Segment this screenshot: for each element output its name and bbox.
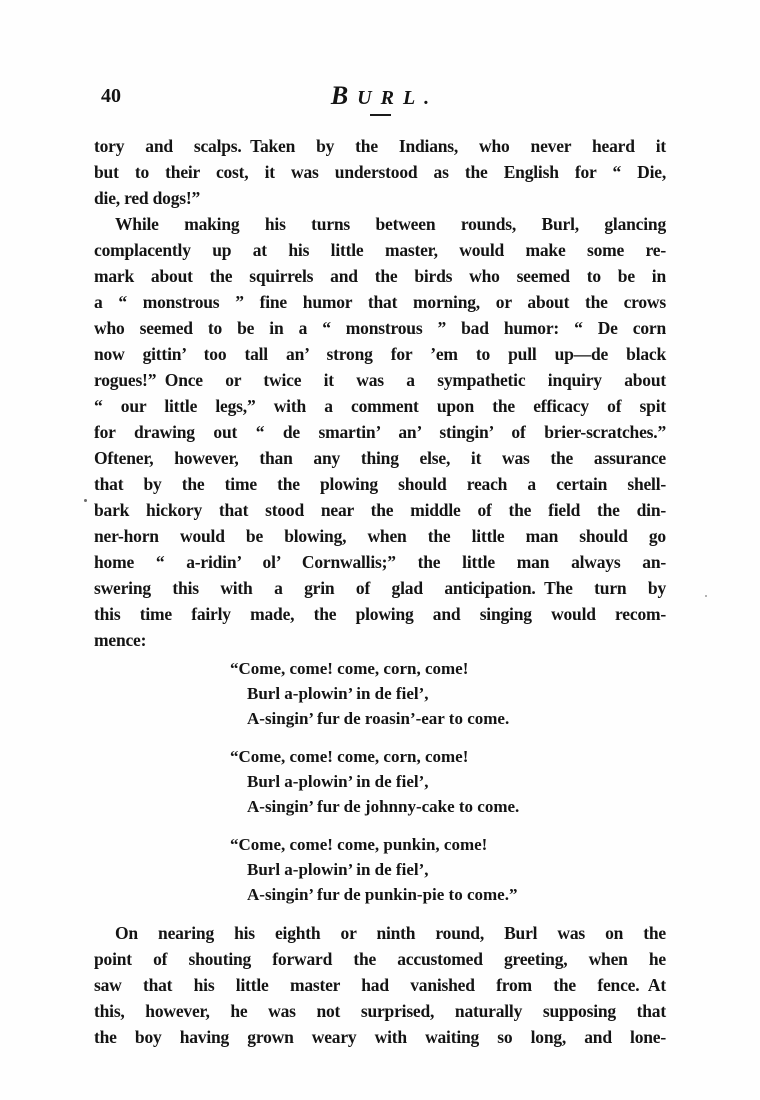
stanza	[230, 744, 666, 819]
text-line: A-singin’ fur de punkin-pie to come.”	[247, 885, 518, 904]
text-line: who seemed to be in a “ monstrous ” bad humor: “ De corn	[94, 318, 666, 338]
text-line: a “ monstrous ” fine humor that morning, or about the crows	[94, 292, 666, 312]
text-line: Burl a-plowin’ in de fiel’,	[247, 860, 429, 879]
text-line: swering this with a grin of glad anticipation. The turn by	[94, 578, 666, 598]
text-line: this time fairly made, the plowing and singing would recom-	[94, 604, 666, 624]
text-line: for drawing out “ de smartin’ an’ stingin’ of brier-scratches.”	[94, 422, 666, 442]
text-line: mence:	[94, 630, 147, 650]
text-line: but to their cost, it was understood as the English for “ Die,	[94, 162, 666, 182]
text-line: point of shouting forward the accustomed greeting, when he	[94, 949, 666, 969]
text-line: A-singin’ fur de johnny-cake to come.	[247, 797, 520, 816]
text-line: die, red dogs!”	[94, 188, 201, 208]
text-line: “Come, come! come, corn, come!	[230, 659, 469, 678]
page-content	[94, 81, 666, 1050]
text-line: Oftener, however, than any thing else, it was the assurance	[94, 448, 666, 468]
page-header	[94, 81, 666, 116]
text-line: that by the time the plowing should reach a certain shell-	[94, 474, 666, 494]
header-rule	[370, 114, 391, 116]
text-line: Burl a-plowin’ in de fiel’,	[247, 772, 429, 791]
text-line: tory and scalps. Taken by the Indians, who never heard it	[94, 136, 666, 156]
text-line: rogues!” Once or twice it was a sympathetic inquiry about	[94, 370, 666, 390]
running-title: BURL.	[330, 81, 439, 110]
text-line: “Come, come! come, corn, come!	[230, 747, 469, 766]
stanza	[230, 656, 666, 731]
text-line: ner-horn would be blowing, when the little man should go	[94, 526, 666, 546]
text-line: Burl a-plowin’ in de fiel’,	[247, 684, 429, 703]
text-line: “Come, come! come, punkin, come!	[230, 835, 488, 854]
stanza	[230, 832, 666, 907]
text-line: the boy having grown weary with waiting so long, and lone-	[94, 1027, 666, 1047]
text-line: mark about the squirrels and the birds who seemed to be in	[94, 266, 666, 286]
body-paragraph	[94, 133, 666, 211]
body-paragraph	[94, 920, 666, 1050]
verse-section	[230, 656, 666, 907]
page-number: 40	[101, 85, 121, 107]
text-line: this, however, he was not surprised, naturally supposing that	[94, 1001, 666, 1021]
body-paragraph	[94, 211, 666, 653]
text-line: While making his turns between rounds, Burl, glancing	[115, 214, 666, 234]
text-line: “ our little legs,” with a comment upon the efficacy of spit	[94, 396, 666, 416]
text-line: complacently up at his little master, would make some re-	[94, 240, 666, 260]
text-line: bark hickory that stood near the middle of the field the din-	[94, 500, 666, 520]
scan-speck	[705, 595, 707, 597]
text-line: home “ a-ridin’ ol’ Cornwallis;” the little man always an-	[94, 552, 666, 572]
scan-speck	[84, 499, 87, 502]
text-line: saw that his little master had vanished from the fence. At	[94, 975, 666, 995]
text-line: now gittin’ too tall an’ strong for ’em to pull up—de black	[94, 344, 666, 364]
text-line: On nearing his eighth or ninth round, Burl was on the	[115, 923, 666, 943]
text-line: A-singin’ fur de roasin’-ear to come.	[247, 709, 510, 728]
